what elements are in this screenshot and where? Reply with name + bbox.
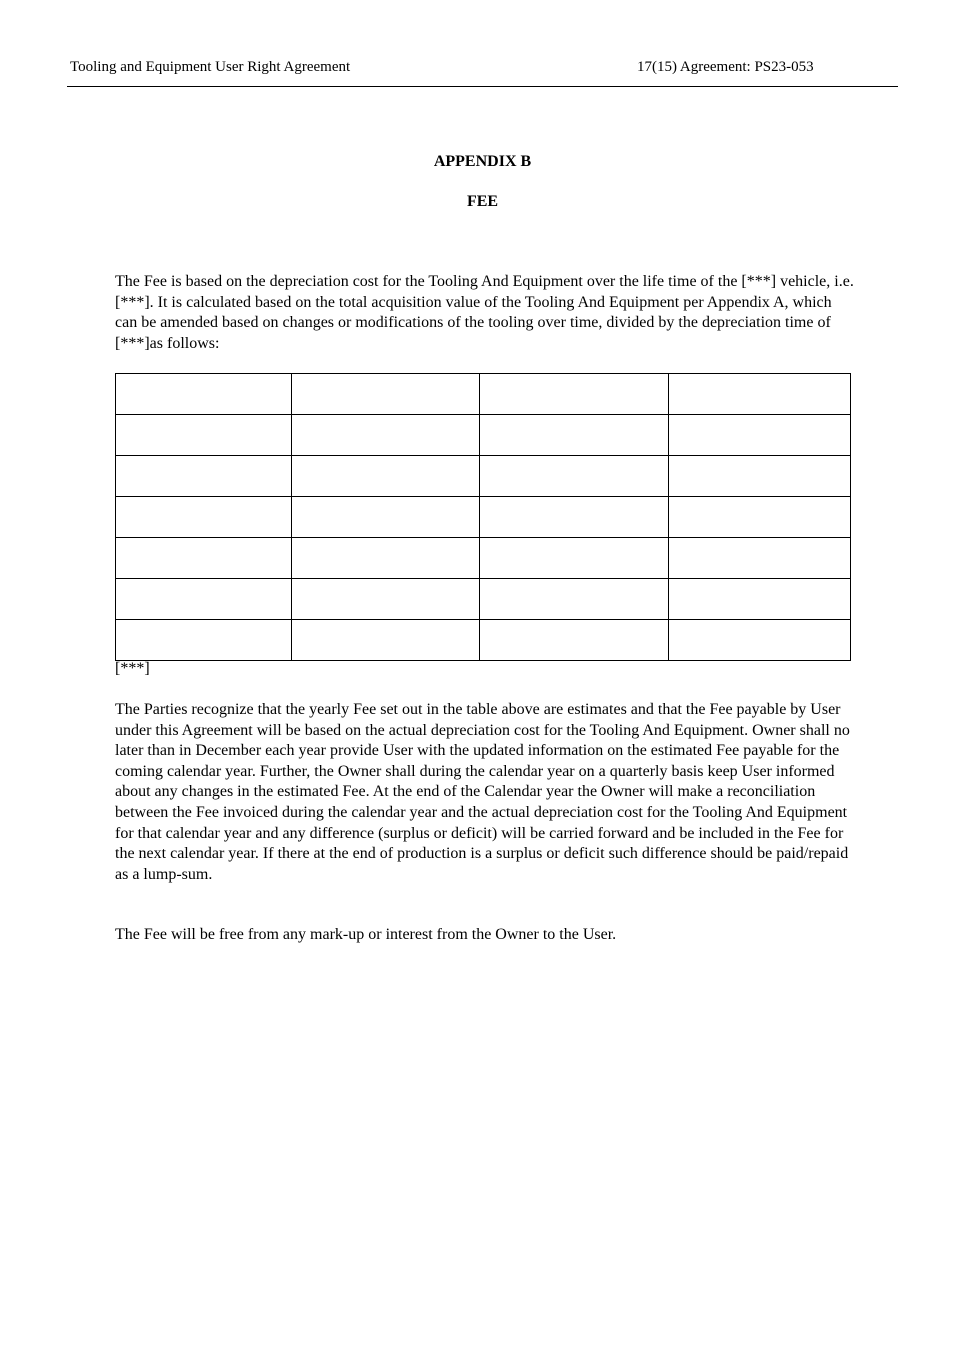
table-cell xyxy=(480,497,669,538)
table-cell xyxy=(292,456,480,497)
table-cell xyxy=(669,374,851,415)
table-row xyxy=(116,415,851,456)
table-cell xyxy=(480,456,669,497)
table-row xyxy=(116,497,851,538)
table-cell xyxy=(669,620,851,661)
fee-estimate-paragraph: The Parties recognize that the yearly Fee set out in the table above are estimates and that the Fee payable by User under this Agreement will be based on the actual depreciation cost for the Tooling And Equipment. Owner shall no later than in December each year provide User with the updated information on the estimated Fee payable for the coming calendar year. Further, the Owner shall during the calendar year on a quarterly basis keep User informed about any changes in the estimated Fee. At the end of the Calendar year the Owner will make a reconciliation between the Fee invoiced during the calendar year and the actual depreciation cost for the Tooling And Equipment for that calendar year and any difference (surplus or deficit) will be carried forward and be included in the Fee for the next calendar year. If there at the end of production is a surplus or deficit such difference should be paid/repaid as a lump-sum. xyxy=(115,701,850,883)
table-cell xyxy=(480,579,669,620)
table-row xyxy=(116,374,851,415)
table-cell xyxy=(292,620,480,661)
table-cell xyxy=(116,538,292,579)
table-cell xyxy=(669,538,851,579)
fee-table xyxy=(115,373,851,661)
header-page-reference: 17(15) Agreement: PS23-053 xyxy=(637,59,814,75)
table-cell xyxy=(669,497,851,538)
table-cell xyxy=(292,538,480,579)
page-header xyxy=(67,58,898,87)
table-cell xyxy=(116,456,292,497)
table-cell xyxy=(116,415,292,456)
table-cell xyxy=(292,374,480,415)
header-document-title: Tooling and Equipment User Right Agreement xyxy=(70,59,351,75)
fee-basis-paragraph: The Fee is based on the depreciation cost for the Tooling And Equipment over the life time of the [***] vehicle, i.e.[***]. It is calculated based on the total acquisition value of the Tooling And Equipment per Appendix A, which can be amended based on changes or modifications of the tooling over time, divided by the depreciation time of [***]as follows: xyxy=(115,273,854,352)
table-cell xyxy=(669,415,851,456)
table-cell xyxy=(116,620,292,661)
table-cell xyxy=(116,497,292,538)
table-cell xyxy=(669,456,851,497)
table-redaction-note: [***] xyxy=(115,660,150,677)
table-cell xyxy=(669,579,851,620)
table-cell xyxy=(116,374,292,415)
table-cell xyxy=(292,415,480,456)
table-cell xyxy=(116,579,292,620)
table-cell xyxy=(480,620,669,661)
table-cell xyxy=(480,538,669,579)
table-cell xyxy=(292,497,480,538)
appendix-title: APPENDIX B xyxy=(433,153,532,170)
table-row xyxy=(116,579,851,620)
table-cell xyxy=(480,374,669,415)
table-cell xyxy=(292,579,480,620)
fee-markup-paragraph: The Fee will be free from any mark-up or interest from the Owner to the User. xyxy=(115,926,617,943)
table-row xyxy=(116,538,851,579)
table-row xyxy=(116,620,851,661)
table-cell xyxy=(480,415,669,456)
appendix-subtitle: FEE xyxy=(466,193,499,210)
table-row xyxy=(116,456,851,497)
